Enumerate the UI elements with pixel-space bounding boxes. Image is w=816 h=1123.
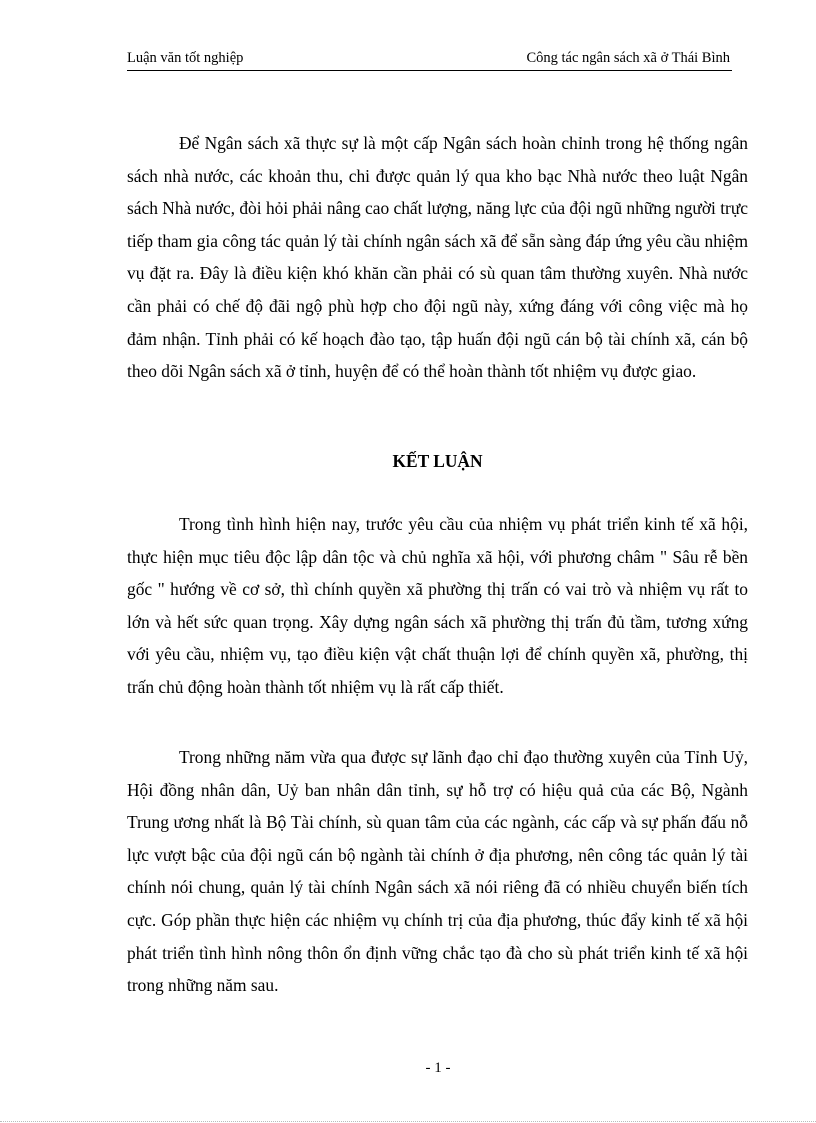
page-number: - 1 - [425, 1060, 451, 1076]
body-paragraph-1: Để Ngân sách xã thực sự là một cấp Ngân sách hoàn chỉnh trong hệ thống ngân sách nhà nước, các khoản thu, chi được quản lý qua kho bạc Nhà nước theo luật Ngân sách Nhà nước, đòi hỏi phải nâng cao chất lượng, năng lực của đội ngũ những người trực tiếp tham gia công tác quản lý tài chính ngân sách xã để sẵn sàng đáp ứng yêu cầu nhiệm vụ đặt ra. Đây là điều kiện khó khăn cần phải có sù quan tâm thường xuyên. Nhà nước cần phải có chế độ đãi ngộ phù hợp cho đội ngũ này, xứng đáng với công việc mà họ đảm nhận. Tỉnh phải có kế hoạch đào tạo, tập huấn đội ngũ cán bộ tài chính xã, cán bộ theo dõi Ngân sách xã ở tỉnh, huyện để có thể hoàn thành tốt nhiệm vụ được giao. [127, 133, 748, 382]
body-paragraph-3: Trong những năm vừa qua được sự lãnh đạo chỉ đạo thường xuyên của Tỉnh Uỷ, Hội đồng nhân dân, Uỷ ban nhân dân tỉnh, sự hỗ trợ có hiệu quả của các Bộ, Ngành Trung ương nhất là Bộ Tài chính, sù quan tâm của các ngành, các cấp và sự phấn đấu nỗ lực vượt bậc của đội ngũ cán bộ ngành tài chính ở địa phương, nên công tác quản lý tài chính nói chung, quản lý tài chính Ngân sách xã nói riêng đã có nhiều chuyển biến tích cực. Góp phần thực hiện các nhiệm vụ chính trị của địa phương, thúc đẩy kinh tế xã hội phát triển tình hình nông thôn ổn định vững chắc tạo đà cho sù phát triển kinh tế xã hội trong những năm sau. [127, 747, 748, 996]
header-document-title: Công tác ngân sách xã ở Thái Bình [526, 50, 730, 66]
body-paragraph-2: Trong tình hình hiện nay, trước yêu cầu của nhiệm vụ phát triển kinh tế xã hội, thực hiện mục tiêu độc lập dân tộc và chủ nghĩa xã hội, với phương châm " Sâu rễ bền gốc " hướng về cơ sở, thì chính quyền xã phường thị trấn có vai trò và nhiệm vụ rất to lớn và hết sức quan trọng. Xây dựng ngân sách xã phường thị trấn đủ tầm, tương xứng với yêu cầu, nhiệm vụ, tạo điều kiện vật chất thuận lợi để chính quyền xã, phường, thị trấn chủ động hoàn thành tốt nhiệm vụ là rất cấp thiết. [127, 514, 748, 697]
page-header [127, 48, 732, 71]
section-title-conclusion: KẾT LUẬN [392, 451, 483, 471]
header-document-type: Luận văn tốt nghiệp [127, 50, 244, 66]
page-bottom-edge [0, 1121, 816, 1122]
